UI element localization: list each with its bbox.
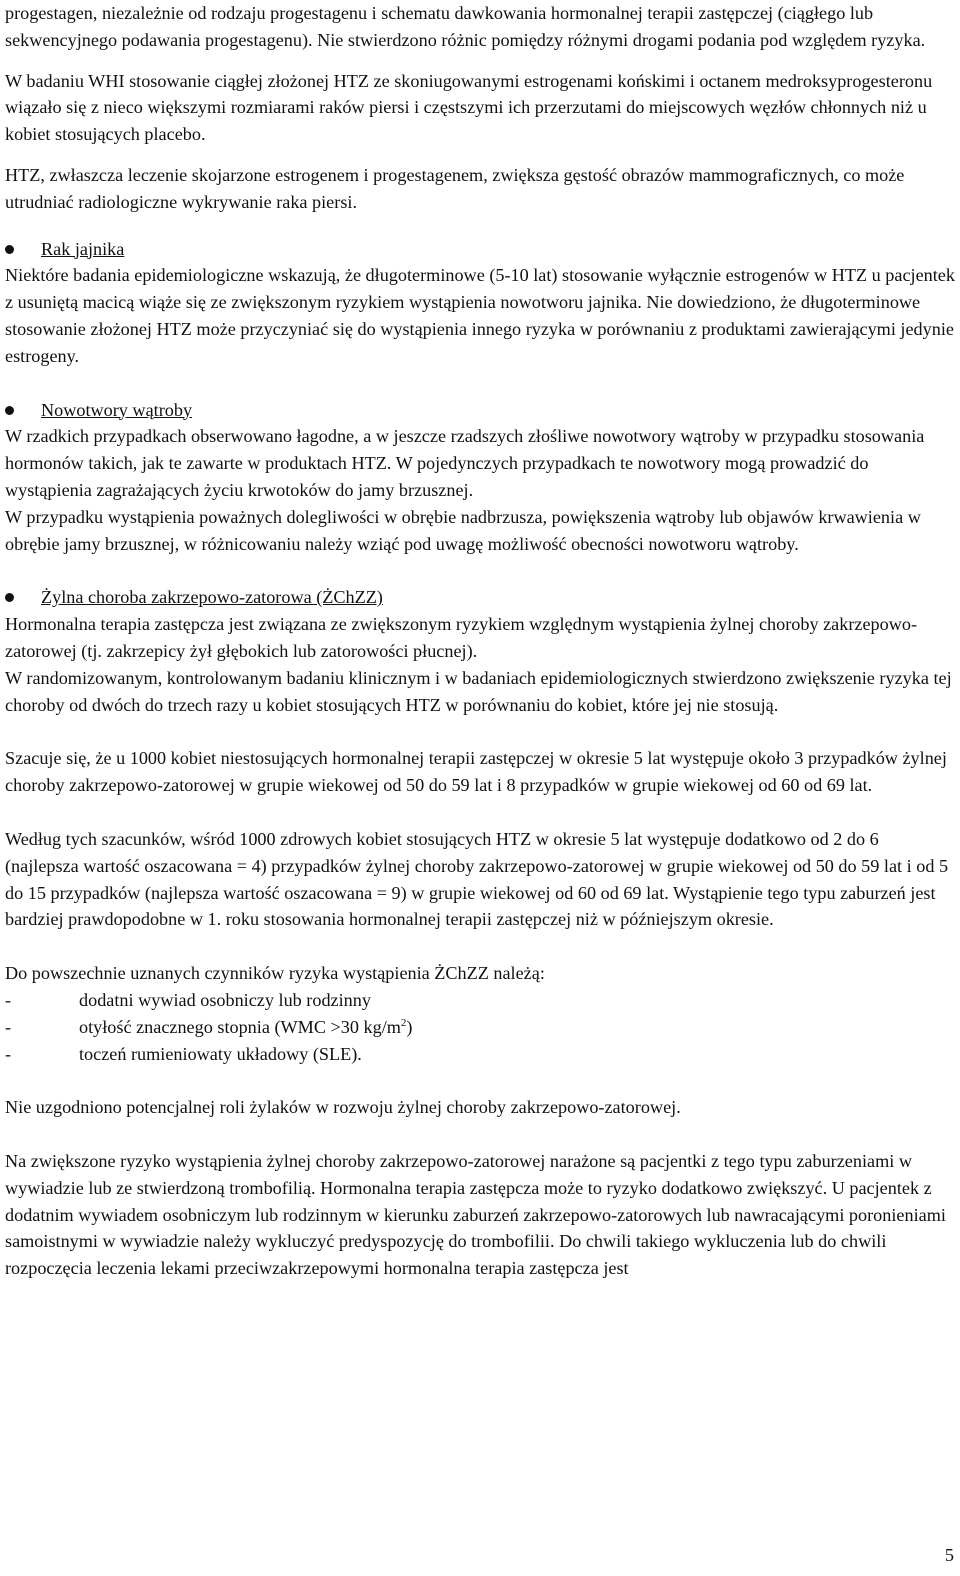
section-title-vte: Żylna choroba zakrzepowo-zatorowa (ŻChZZ) (41, 587, 383, 608)
paragraph-vte-4: Według tych szacunków, wśród 1000 zdrowych kobiet stosujących HTZ w okresie 5 lat występuje dodatkowo od 2 do 6 (najlepsza wartość oszacowana = 4) przypadków żylnej choroby zakrzepowo-zatorowej w grupie wiekowej od 50 do 59 lat i od 5 do 15 przypadków (najlepsza wartość oszacowana = 9) w grupie wiekowej od 60 od 69 lat. Wystąpienie tego typu zaburzeń jest bardziej prawdopodobne w 1. roku stosowania hormonalnej terapii zastępczej niż w późniejszym okresie. (5, 828, 949, 930)
paragraph-progestagen: progestagen, niezależnie od rodzaju progestagenu i schematu dawkowania hormonalnej terapii zastępczej (ciągłego lub sekwencyjnego podawania progestagenu). Nie stwierdzono różnic pomiędzy różnymi drogami podania pod względem ryzyka. (5, 3, 926, 50)
list-item: - toczeń rumieniowaty układowy (SLE). (5, 1043, 362, 1064)
list-item: - dodatni wywiad osobniczy lub rodzinny (5, 989, 371, 1010)
risk-factors-intro: Do powszechnie uznanych czynników ryzyka wystąpienia ŻChZZ należą: (5, 963, 545, 984)
paragraph-vte-3: Szacuje się, że u 1000 kobiet niestosujących hormonalnej terapii zastępczej w okresie 5 lat występuje około 3 przypadków żylnej choroby zakrzepowo-zatorowej w grupie wiekowej od 50 do 59 lat i 8 przypadków w grupie wiekowej od 60 od 69 lat. (5, 748, 947, 796)
paragraph-thrombophilia: Na zwiększone ryzyko wystąpienia żylnej choroby zakrzepowo-zatorowej narażone są pacjentki z tego typu zaburzeniami w wywiadzie lub ze stwierdzoną trombofilią. Hormonalna terapia zastępcza może to ryzyko dodatkowo zwiększyć. U pacjentek z dodatnim wywiadem osobniczym lub rodzinnym w kierunku zaburzeń zakrzepowo-zatorowych lub nawracającymi poronieniami samoistnymi w wywiadzie należy wykluczyć predyspozycję do trombofilii. Do chwili takiego wykluczenia lub do chwili rozpoczęcia leczenia lekami przeciwzakrzepowymi hormonalna terapia zastępcza jest (5, 1151, 946, 1279)
section-title-ovary: Rak jajnika (41, 238, 125, 259)
page-number: 5 (944, 1545, 954, 1565)
paragraph-ovary: Niektóre badania epidemiologiczne wskazują, że długoterminowe (5-10 lat) stosowanie wyłącznie estrogenów w HTZ u pacjentek z usuniętą macicą wiąże się ze zwiększonym ryzykiem wystąpienia nowotworu jajnika. Nie dowiedziono, że długoterminowe stosowanie złożonej HTZ może przyczyniać się do wystąpienia innego ryzyka w porównaniu z produktami zawierającymi jedynie estrogeny. (5, 265, 955, 366)
paragraph-varicose: Nie uzgodniono potencjalnej roli żylaków w rozwoju żylnej choroby zakrzepowo-zatorowej. (5, 1097, 681, 1118)
paragraph-liver-1: W rzadkich przypadkach obserwowano łagodne, a w jeszcze rzadszych złośliwe nowotwory wątroby w przypadku stosowania hormonów takich, jak te zawarte w produktach HTZ. W pojedynczych przypadkach te nowotwory mogą prowadzić do wystąpienia zagrażających życiu krwotoków do jamy brzusznej. (5, 426, 925, 500)
list-item: - otyłość znacznego stopnia (WMC >30 $kg/m^2$) (5, 1016, 413, 1037)
bullet-icon (5, 245, 14, 254)
paragraph-vte-2: W randomizowanym, kontrolowanym badaniu klinicznym i w badaniach epidemiologicznych stwierdzono zwiększenie ryzyka tej choroby od dwóch do trzech razy u kobiet stosujących HTZ w porównaniu do kobiet, które jej nie stosują. (5, 667, 952, 715)
paragraph-whi: W badaniu WHI stosowanie ciągłej złożonej HTZ ze skoniugowanymi estrogenami końskimi i octanem medroksyprogesteronu wiązało się z nieco większymi rozmiarami raków piersi i częstszymi ich przerzutami do miejscowych węzłów chłonnych niż u kobiet stosujących placebo. (5, 70, 933, 145)
bullet-icon (5, 593, 14, 602)
document-page (5, 0, 955, 1282)
paragraph-vte-1: Hormonalna terapia zastępcza jest związana ze zwiększonym ryzykiem względnym wystąpienia żylnej choroby zakrzepowo-zatorowej (tj. zakrzepicy żył głębokich lub zatorowości płucnej). (5, 614, 918, 661)
section-title-liver: Nowotwory wątroby (41, 399, 193, 420)
section-heading-liver (5, 397, 955, 424)
bullet-icon (5, 406, 14, 415)
section-heading-ovary (5, 236, 955, 263)
paragraph-liver-2: W przypadku wystąpienia poważnych dolegliwości w obrębie nadbrzusza, powiększenia wątroby lub objawów krwawienia w obrębie jamy brzusznej, w różnicowaniu należy wziąć pod uwagę możliwość obecności nowotworu wątroby. (5, 506, 921, 554)
section-heading-vte (5, 584, 955, 611)
paragraph-mammography: HTZ, zwłaszcza leczenie skojarzone estrogenem i progestagenem, zwiększa gęstość obrazów mammograficznych, co może utrudniać radiologiczne wykrywanie raka piersi. (5, 164, 905, 212)
